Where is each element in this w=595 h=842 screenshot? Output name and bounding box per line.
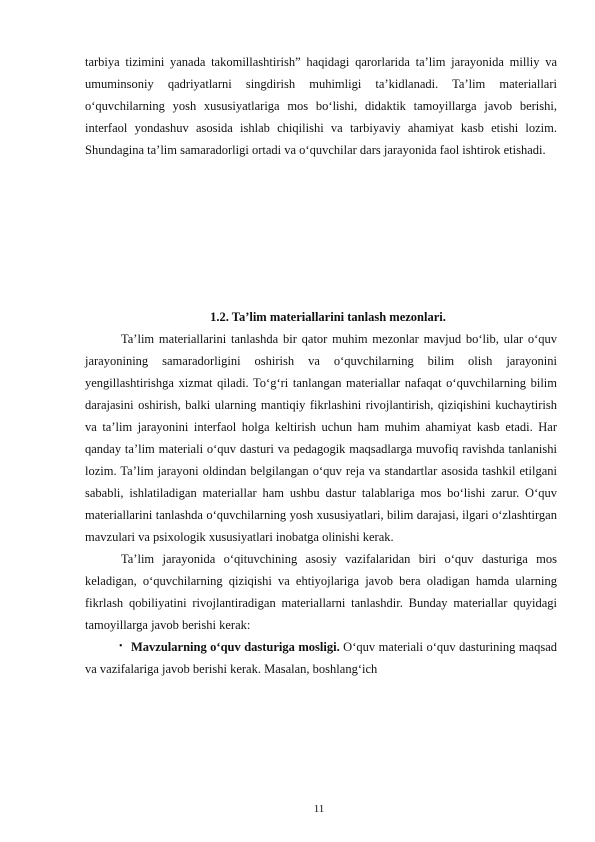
bullet-text: O‘quv materiali o‘quv dasturining maqsad va vazifalariga javob berishi kerak. Masalan, boshlang‘ich — [85, 640, 557, 676]
page-number: 11 — [313, 803, 325, 815]
top-paragraph: tarbiya tizimini yanada takomillashtirish” haqidagi qarorlarida ta’lim jarayonida milliy va umuminsoniy qadriyatlarni singdirish muhimligi ta’kidlanadi. Ta’lim materiallari o‘quvchilarning yosh xususiyatlariga mos bo‘lishi, didaktik tamoyillarga javob berishi, interfaol yondashuv asosida ishlab chiqilishi va tarbiyaviy ahamiyat kasb etishi lozim. Shundagina ta’lim samaradorligi ortadi va o‘quvchilar dars jarayonida faol ishtirok etishadi. — [85, 55, 557, 157]
bullet-term: Mavzularning o‘quv dasturiga mosligi. — [131, 640, 340, 654]
bullet-list-item — [85, 636, 557, 680]
paragraph-criteria-intro: Ta’lim materiallarini tanlashda bir qator muhim mezonlar mavjud bo‘lib, ular o‘quv jarayonining samaradorligini oshirish va o‘quvchilarning bilim olish jarayonini yengillashtirishga xizmat qiladi. To‘g‘ri tanlangan materiallar nafaqat o‘quvchilarning bilim darajasini oshirish, balki ularning mantiqiy fikrlashini rivojlantirish, qiziqishini kuchaytirish va ta’lim jarayonini interfaol holga keltirish uchun ham muhim ahamiyat kasb etadi. Har qanday ta’lim materiali o‘quv dasturi va pedagogik maqsadlarga muvofiq ravishda tanlanishi lozim. Ta’lim jarayoni oldindan belgilangan o‘quv reja va standartlar asosida tashkil etilgani sababli, ishlatiladigan materiallar ham ushbu dastur talablariga mos bo‘lishi zarur. O‘quv materiallarini tanlashda o‘quvchilarning yosh xususiyatlari, bilim darajasi, ilgari o‘zlashtirgan mavzulari va psixologik xususiyatlari inobatga olinishi kerak. — [85, 332, 557, 544]
bullet-paragraph — [85, 636, 557, 680]
section-heading: 1.2. Ta’lim materiallarini tanlash mezonlari. — [210, 310, 446, 324]
bullet-icon: • — [119, 641, 123, 652]
paragraph-teacher-task: Ta’lim jarayonida o‘qituvchining asosiy vazifalaridan biri o‘quv dasturiga mos keladigan, o‘quvchilarning qiziqishi va ehtiyojlariga javob bera oladigan hamda ularning fikrlash qobiliyatini rivojlantiradigan materiallarni tanlashdir. Bunday materiallar quyidagi tamoyillarga javob berishi kerak: — [85, 552, 557, 632]
blank-space — [85, 161, 557, 306]
document-page — [85, 51, 557, 680]
